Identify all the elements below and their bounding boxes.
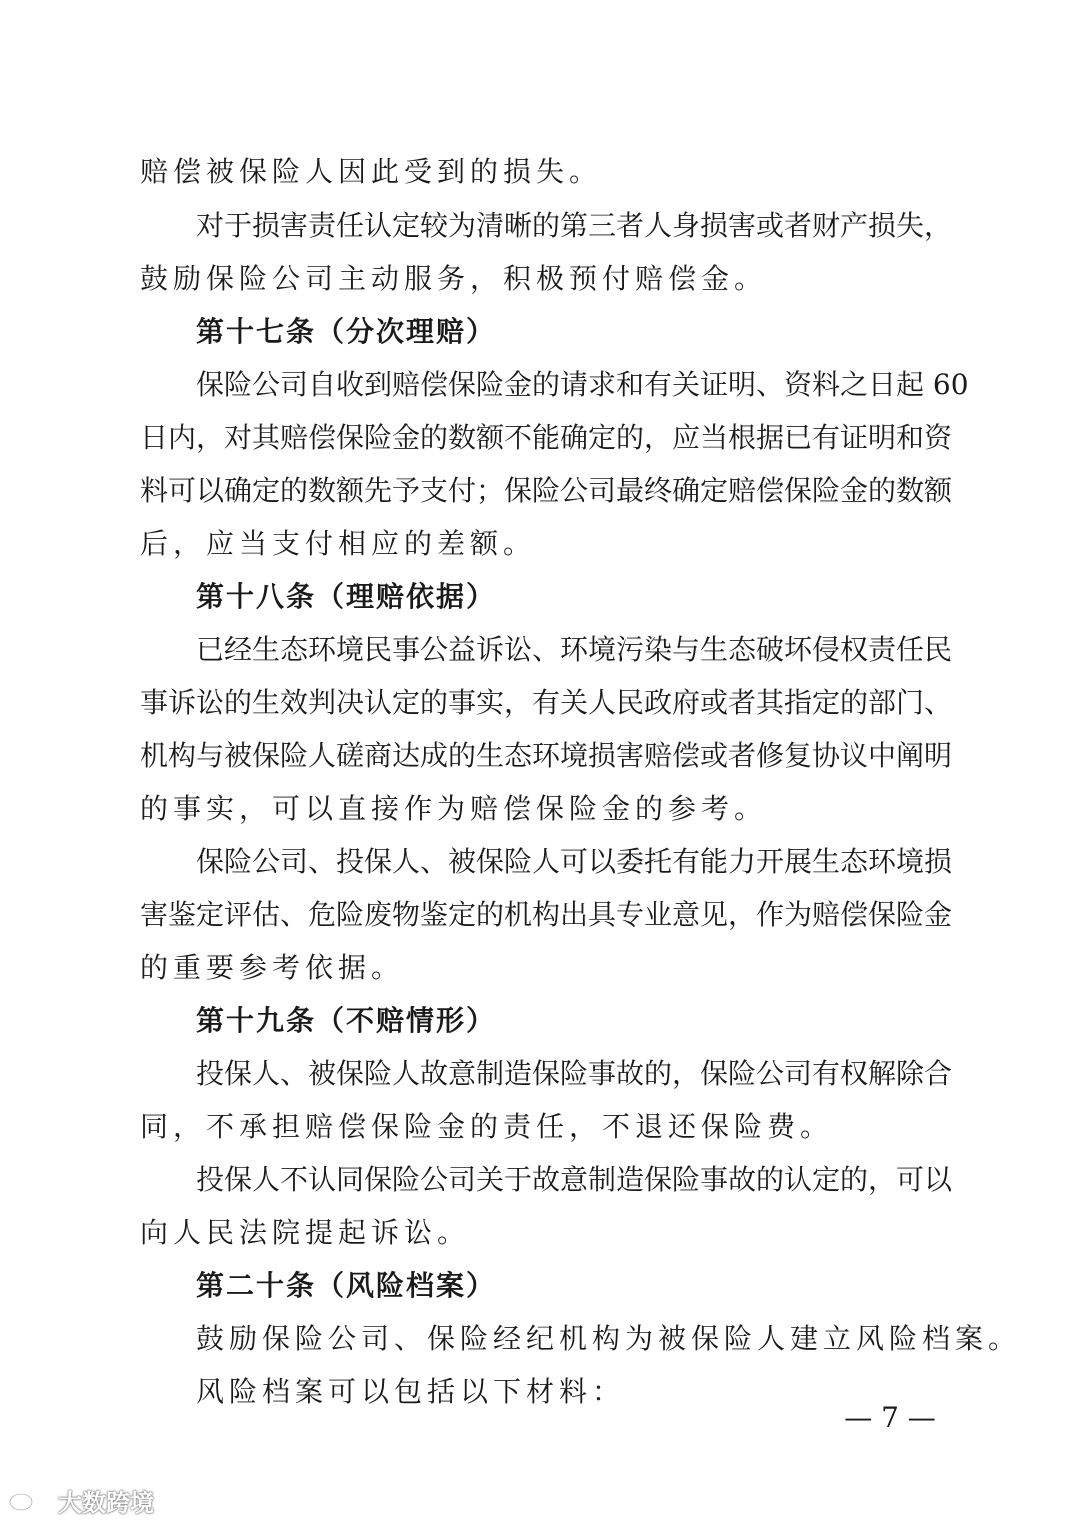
- paragraph-line: 鼓励保险公司主动服务，积极预付赔偿金。: [140, 262, 768, 295]
- page-number: — 7 —: [844, 1401, 936, 1434]
- paragraph-line: 后，应当支付相应的差额。: [140, 527, 537, 560]
- paragraph-line: 投保人、被保险人故意制造保险事故的，保险公司有权解除合: [196, 1057, 953, 1090]
- paragraph-line: 日内，对其赔偿保险金的数额不能确定的，应当根据已有证明和资: [140, 421, 953, 454]
- paragraph-line: 的事实，可以直接作为赔偿保险金的参考。: [140, 792, 768, 825]
- paragraph-line: 保险公司、投保人、被保险人可以委托有能力开展生态环境损: [196, 845, 953, 878]
- paragraph-line: 保险公司自收到赔偿保险金的请求和有关证明、资料之日起 60: [196, 368, 969, 401]
- paragraph-line: 料可以确定的数额先予支付；保险公司最终确定赔偿保险金的数额: [140, 474, 953, 507]
- paragraph-line: 向人民法院提起诉讼。: [140, 1216, 471, 1249]
- paragraph-line: 鼓励保险公司、保险经纪机构为被保险人建立风险档案。: [196, 1322, 1022, 1355]
- article-heading-18: 第十八条（理赔依据）: [196, 580, 497, 613]
- paragraph-line: 同，不承担赔偿保险金的责任，不退还保险费。: [140, 1110, 834, 1143]
- article-heading-19: 第十九条（不赔情形）: [196, 1004, 497, 1037]
- paragraph-line: 投保人不认同保险公司关于故意制造保险事故的认定的，可以: [196, 1163, 953, 1196]
- watermark-text: 大数跨境: [58, 1488, 154, 1517]
- paragraph-line: 已经生态环境民事公益诉讼、环境污染与生态破坏侵权责任民: [196, 633, 953, 666]
- paragraph-line: 害鉴定评估、危险废物鉴定的机构出具专业意见，作为赔偿保险金: [140, 898, 953, 931]
- watermark: [8, 1480, 154, 1520]
- paragraph-line: 机构与被保险人磋商达成的生态环境损害赔偿或者修复协议中阐明: [140, 739, 953, 772]
- paragraph-line: 事诉讼的生效判决认定的事实，有关人民政府或者其指定的部门、: [140, 686, 953, 719]
- weibo-logo-icon: [8, 1488, 52, 1512]
- paragraph-line: 赔偿被保险人因此受到的损失。: [140, 155, 603, 188]
- article-heading-20: 第二十条（风险档案）: [196, 1269, 497, 1302]
- paragraph-line: 风险档案可以包括以下材料：: [196, 1375, 626, 1408]
- article-heading-17: 第十七条（分次理赔）: [196, 315, 497, 348]
- paragraph-line: 的重要参考依据。: [140, 951, 405, 984]
- paragraph-line: 对于损害责任认定较为清晰的第三者人身损害或者财产损失，: [196, 209, 953, 242]
